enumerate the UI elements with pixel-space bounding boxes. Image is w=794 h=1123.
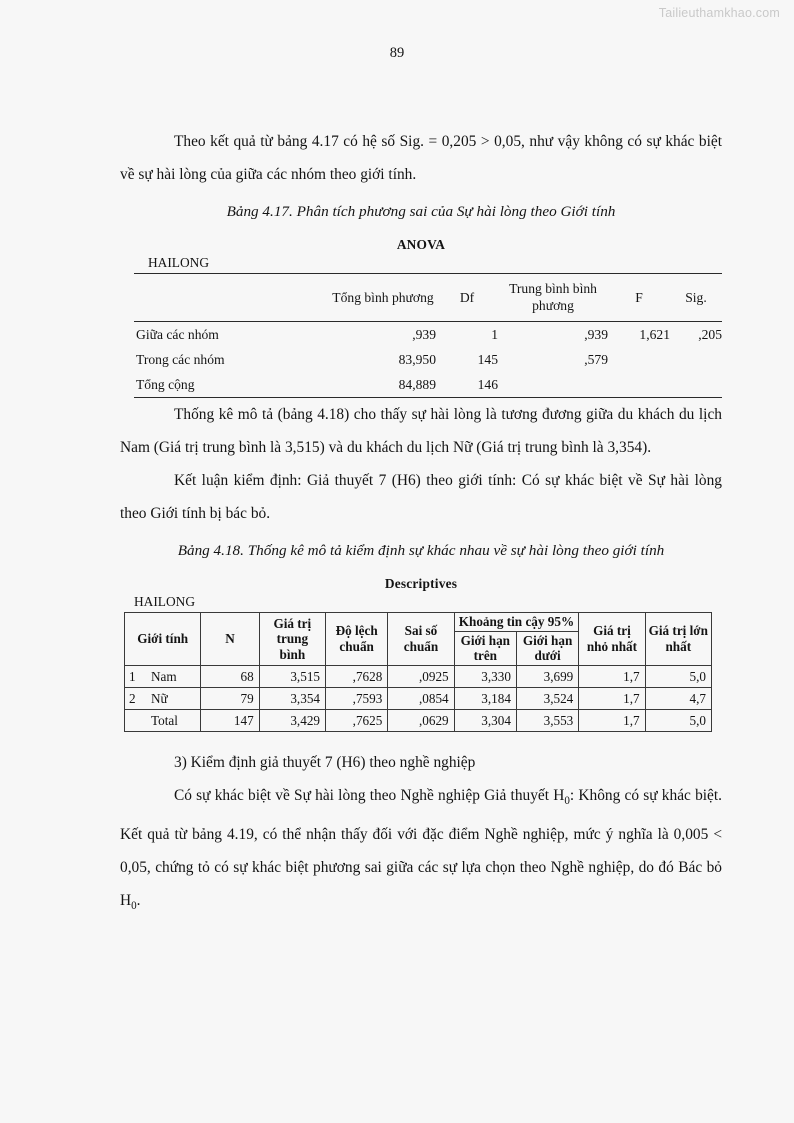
descriptives-header-std-deviation: Độ lệch chuẩn [326, 613, 388, 666]
anova-cell-sig [670, 372, 722, 398]
paragraph-occupation-part-a: Có sự khác biệt về Sự hài lòng theo Nghề nghiệp Giả thuyết H [174, 786, 565, 804]
descriptives-header-minimum: Giá trị nhỏ nhất [579, 613, 645, 666]
descriptives-cell-gender [125, 665, 201, 687]
descriptives-header-mean: Giá trị trung bình [259, 613, 325, 666]
site-watermark: Tailieuthamkhao.com [658, 6, 780, 20]
descriptives-cell-mean: 3,429 [259, 709, 325, 731]
descriptives-cell-ci-lower: 3,184 [454, 687, 516, 709]
table-caption-4-17: Bảng 4.17. Phân tích phương sai của Sự hài lòng theo Giới tính [226, 203, 616, 220]
anova-header-sig: Sig. [670, 274, 722, 322]
paragraph-occupation-analysis [120, 779, 722, 923]
anova-table-title: ANOVA [396, 237, 446, 252]
paragraph-anova-intro: Theo kết quả từ bảng 4.17 có hệ số Sig. = 0,205 > 0,05, như vậy không có sự khác biệt về sự hài lòng của giữa các nhóm theo giới tính. [120, 133, 722, 183]
descriptives-gender-label: Nữ [151, 690, 168, 706]
descriptives-row-index: 1 [129, 668, 136, 684]
descriptives-cell-gender: Total [125, 709, 201, 731]
anova-cell-ms: ,939 [584, 327, 608, 342]
descriptives-cell-mean: 3,354 [259, 687, 325, 709]
descriptives-cell-se: ,0629 [388, 709, 454, 731]
anova-cell-ss: 84,889 [330, 372, 436, 398]
anova-variable-label: HAILONG [148, 255, 209, 270]
descriptives-table-container [124, 594, 722, 732]
descriptives-cell-max: 5,0 [645, 709, 711, 731]
descriptives-cell-se: ,0925 [388, 665, 454, 687]
anova-cell-sig [670, 347, 722, 372]
paragraph-section-heading: 3) Kiểm định giả thuyết 7 (H6) theo nghề nghiệp [174, 753, 476, 771]
anova-cell-f [608, 347, 670, 372]
hypothesis-subscript-zero: 0 [564, 794, 570, 807]
anova-cell-f: 1,621 [639, 327, 670, 342]
table-row [125, 687, 712, 709]
anova-cell-ss: ,939 [412, 327, 436, 342]
anova-row-between-groups [134, 322, 722, 348]
descriptives-cell-min: 1,7 [579, 709, 645, 731]
descriptives-cell-sd: ,7625 [326, 709, 388, 731]
descriptives-table-title: Descriptives [384, 576, 458, 591]
descriptives-cell-mean: 3,515 [259, 665, 325, 687]
anova-header-blank [134, 274, 330, 322]
page-content [120, 125, 722, 923]
anova-header-mean-square: Trung bình bình phương [498, 274, 608, 322]
descriptives-cell-gender [125, 687, 201, 709]
hypothesis-subscript-zero-2: 0 [131, 899, 137, 912]
descriptives-cell-n: 68 [201, 665, 259, 687]
table-row [125, 665, 712, 687]
anova-row-label: Trong các nhóm [136, 352, 225, 367]
descriptives-header-n: N [201, 613, 259, 666]
anova-cell-df: 146 [436, 372, 498, 398]
anova-row-label: Tổng cộng [134, 372, 330, 398]
anova-table [134, 273, 722, 398]
descriptives-table [124, 612, 712, 732]
descriptives-header-row-1 [125, 613, 712, 632]
anova-header-row [134, 274, 722, 322]
anova-header-f: F [608, 274, 670, 322]
anova-row-label: Giữa các nhóm [136, 327, 219, 342]
descriptives-cell-n: 147 [201, 709, 259, 731]
paragraph-descriptive-stats: Thống kê mô tả (bảng 4.18) cho thấy sự hài lòng là tương đương giữa du khách du lịch Nam (Giá trị trung bình là 3,515) và du khách du lịch Nữ (Giá trị trung bình là 3,354). [120, 406, 722, 456]
descriptives-header-gender: Giới tính [125, 613, 201, 666]
paragraph-occupation-part-b: : Không có sự khác biệt. Kết quả từ bảng 4.19, có thể nhận thấy đối với đặc điểm Nghề nghiệp, mức ý nghĩa là 0,005 < 0,05, chứng tỏ có sự khác biệt phương sai giữa các sự lựa chọn theo Nghề nghiệp, do đó Bác bỏ H [120, 786, 722, 909]
descriptives-header-ci-lower: Giới hạn trên [454, 631, 516, 665]
descriptives-cell-se: ,0854 [388, 687, 454, 709]
descriptives-gender-label: Nam [151, 668, 177, 684]
table-row [125, 709, 712, 731]
anova-header-df: Df [436, 274, 498, 322]
anova-cell-sig: ,205 [698, 327, 722, 342]
anova-cell-ss: 83,950 [398, 352, 436, 367]
anova-cell-f [608, 372, 670, 398]
descriptives-header-ci-upper: Giới hạn dưới [516, 631, 578, 665]
anova-cell-df: 1 [491, 327, 498, 342]
anova-row-within-groups [134, 347, 722, 372]
descriptives-header-confidence-interval: Khoảng tin cậy 95% [454, 613, 579, 632]
descriptives-header-std-error: Sai số chuẩn [388, 613, 454, 666]
descriptives-header-maximum: Giá trị lớn nhất [645, 613, 711, 666]
descriptives-cell-min: 1,7 [579, 687, 645, 709]
descriptives-variable-label: HAILONG [134, 594, 195, 609]
anova-table-container [134, 255, 722, 398]
descriptives-cell-max: 4,7 [645, 687, 711, 709]
descriptives-cell-min: 1,7 [579, 665, 645, 687]
descriptives-cell-ci-upper: 3,553 [516, 709, 578, 731]
anova-row-total [134, 372, 722, 398]
anova-header-sum-squares: Tổng bình phương [330, 274, 436, 322]
page-number: 89 [389, 45, 405, 61]
descriptives-cell-sd: ,7593 [326, 687, 388, 709]
descriptives-cell-sd: ,7628 [326, 665, 388, 687]
anova-cell-ms [498, 372, 608, 398]
descriptives-cell-ci-lower: 3,330 [454, 665, 516, 687]
paragraph-test-conclusion: Kết luận kiểm định: Giả thuyết 7 (H6) theo giới tính: Có sự khác biệt về Sự hài lòng theo Giới tính bị bác bỏ. [120, 472, 722, 522]
descriptives-row-index: 2 [129, 690, 136, 706]
anova-cell-df: 145 [477, 352, 498, 367]
descriptives-cell-n: 79 [201, 687, 259, 709]
descriptives-cell-ci-upper: 3,524 [516, 687, 578, 709]
descriptives-cell-max: 5,0 [645, 665, 711, 687]
anova-cell-ms: ,579 [584, 352, 608, 367]
table-caption-4-18: Bảng 4.18. Thống kê mô tả kiểm định sự khác nhau về sự hài lòng theo giới tính [177, 542, 665, 559]
descriptives-cell-ci-lower: 3,304 [454, 709, 516, 731]
paragraph-occupation-part-c: . [136, 891, 141, 909]
descriptives-cell-ci-upper: 3,699 [516, 665, 578, 687]
